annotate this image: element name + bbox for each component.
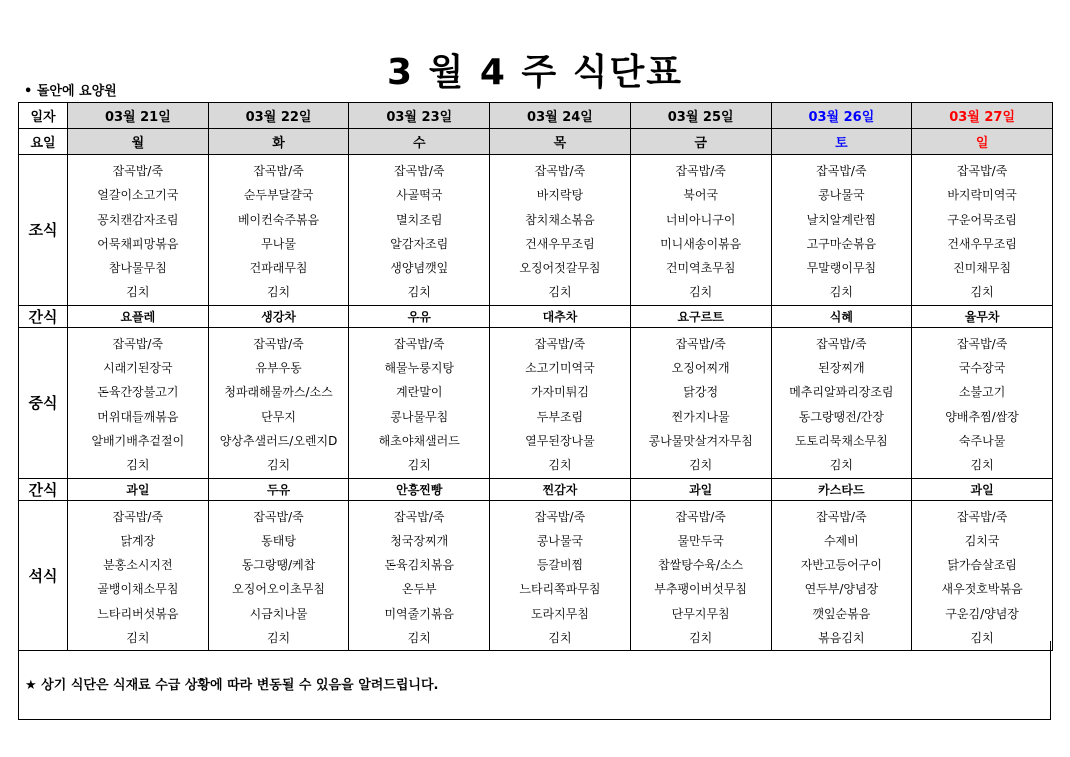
breakfast-cell (208, 155, 349, 306)
menu-item: 유부우동 (255, 361, 302, 376)
lunch-cell (490, 327, 631, 478)
menu-item: 잡곡밥/죽 (675, 509, 726, 524)
menu-item: 사골떡국 (396, 188, 443, 203)
header-row-date (19, 103, 1053, 129)
menu-item: 김치 (266, 631, 291, 646)
row-label-snack: 간식 (19, 305, 68, 327)
menu-item: 양배추찜/쌈장 (945, 409, 1019, 424)
lunch-cell (771, 327, 912, 478)
menu-item: 김치 (970, 458, 994, 473)
breakfast-cell (912, 155, 1053, 306)
snack-cell: 과일 (912, 478, 1053, 500)
dinner-cell (771, 500, 912, 651)
menu-item: 잡곡밥/죽 (534, 164, 586, 178)
menu-item: 건미역초무침 (665, 261, 736, 276)
menu-item: 참나물무침 (108, 261, 167, 276)
row-label-snack: 간식 (19, 478, 68, 500)
menu-item: 닭강정 (683, 385, 719, 400)
breakfast-cell (68, 155, 209, 306)
date-cell: 03월 22일 (208, 103, 349, 129)
date-cell: 03월 25일 (630, 103, 771, 129)
breakfast-cell (630, 155, 771, 306)
menu-item: 골뱅이채소무침 (97, 582, 179, 597)
menu-item: 베이컨숙주볶음 (237, 212, 320, 227)
menu-item: 김치 (689, 458, 713, 473)
dinner-cell (630, 500, 771, 651)
menu-item: 얼갈이소고기국 (97, 188, 179, 203)
menu-item: 온두부 (401, 582, 437, 597)
menu-item: 잡곡밥/죽 (956, 164, 1008, 178)
menu-item: 잡곡밥/죽 (675, 336, 726, 351)
menu-item: 계란말이 (396, 385, 443, 400)
snack-cell: 요플레 (68, 305, 209, 327)
menu-item: 북어국 (683, 188, 719, 203)
lunch-cell (208, 327, 349, 478)
menu-item: 등갈비찜 (536, 558, 584, 573)
day-cell: 금 (630, 129, 771, 155)
menu-item: 잡곡밥/죽 (253, 336, 304, 351)
menu-item: 김치 (548, 631, 572, 646)
menu-item: 잡곡밥/죽 (253, 509, 304, 524)
menu-item: 알감자조림 (390, 236, 449, 251)
menu-item: 김치 (829, 285, 853, 300)
meal-plan-table (18, 102, 1053, 651)
menu-item: 도라지무침 (530, 606, 589, 621)
menu-item: 시금치나물 (249, 606, 308, 621)
menu-item: 자반고등어구이 (800, 558, 882, 573)
menu-item: 잡곡밥/죽 (112, 336, 164, 351)
menu-item: 잡곡밥/죽 (394, 164, 445, 178)
menu-item: 고구마순볶음 (806, 236, 877, 251)
menu-item: 구운어묵조림 (947, 212, 1017, 227)
menu-item: 부추팽이버섯무침 (654, 582, 748, 597)
date-cell: 03월 23일 (349, 103, 490, 129)
menu-item: 돈육김치볶음 (384, 558, 455, 573)
menu-item: 볶음김치 (818, 631, 865, 646)
snack-cell: 과일 (630, 478, 771, 500)
menu-item: 무나물 (261, 236, 296, 251)
menu-item: 김치 (266, 285, 291, 300)
date-cell: 03월 24일 (490, 103, 631, 129)
menu-item: 오징어젓갈무침 (519, 261, 601, 276)
row-label-breakfast: 조식 (19, 155, 68, 306)
menu-item: 무말랭이무침 (806, 261, 877, 276)
menu-item: 열무된장나물 (525, 433, 595, 448)
menu-item: 잡곡밥/죽 (394, 509, 445, 524)
menu-item: 숙주나물 (958, 433, 1006, 448)
snack-cell: 과일 (68, 478, 209, 500)
dinner-cell (912, 500, 1053, 651)
menu-item: 잡곡밥/죽 (816, 336, 867, 351)
menu-item: 진미채무침 (953, 261, 1012, 276)
menu-item: 순두부달걀국 (243, 188, 314, 203)
menu-item: 김치 (689, 631, 713, 646)
menu-item: 김치 (970, 285, 994, 300)
menu-item: 꽁치캔감자조림 (97, 212, 179, 227)
breakfast-cell (349, 155, 490, 306)
menu-item: 오징어오이초무침 (232, 582, 325, 597)
menu-item: 생양념깻잎 (390, 261, 449, 276)
menu-item: 콩나물무침 (390, 409, 449, 424)
menu-item: 청파래해물까스/소스 (224, 385, 333, 400)
page-title: 3 월 4 주 식단표 (386, 52, 684, 93)
menu-item: 잡곡밥/죽 (956, 509, 1008, 524)
notice-box (18, 641, 1051, 720)
menu-item: 김치 (126, 285, 150, 300)
day-cell: 토 (771, 129, 912, 155)
header-row-day (19, 129, 1053, 155)
menu-item: 김치 (829, 458, 853, 473)
lunch-cell (349, 327, 490, 478)
menu-item: 김치 (407, 631, 431, 646)
menu-item: 동그랑땡/케찹 (241, 558, 316, 573)
menu-item: 건파래무침 (249, 261, 308, 276)
row-label-date: 일자 (19, 103, 68, 129)
menu-item: 청국장찌개 (390, 533, 449, 548)
menu-item: 콩나물맛살겨자무침 (648, 433, 753, 448)
menu-item: 소고기미역국 (525, 361, 595, 376)
menu-item: 돈육간장불고기 (97, 385, 179, 400)
menu-item: 바지락미역국 (947, 188, 1017, 203)
menu-item: 잡곡밥/죽 (394, 336, 445, 351)
snack-cell: 찐감자 (490, 478, 631, 500)
facility-name: • 돌안에 요양원 (24, 84, 117, 99)
snack-cell: 카스타드 (771, 478, 912, 500)
menu-item: 수제비 (823, 533, 859, 548)
breakfast-cell (771, 155, 912, 306)
lunch-cell (630, 327, 771, 478)
menu-item: 닭계장 (120, 533, 156, 548)
menu-item: 닭가슴살조림 (947, 558, 1017, 573)
menu-item: 김치 (548, 285, 572, 300)
menu-item: 멸치조림 (396, 212, 443, 227)
menu-item: 느타리버섯볶음 (97, 606, 179, 621)
menu-item: 김치 (407, 285, 431, 300)
menu-item: 콩나물국 (536, 533, 584, 548)
menu-item: 해초야채샐러드 (378, 433, 460, 448)
day-cell: 목 (490, 129, 631, 155)
menu-item: 깻잎순볶음 (812, 606, 871, 621)
snack-cell: 우유 (349, 305, 490, 327)
date-cell: 03월 21일 (68, 103, 209, 129)
menu-item: 김치국 (964, 533, 1000, 548)
snack-cell: 두유 (208, 478, 349, 500)
menu-item: 해물누룽지탕 (384, 361, 455, 376)
menu-item: 머위대들깨볶음 (97, 409, 179, 424)
menu-item: 국수장국 (958, 361, 1006, 376)
menu-item: 분홍소시지전 (103, 558, 173, 573)
menu-item: 김치 (548, 458, 572, 473)
menu-item: 가자미튀김 (530, 385, 589, 400)
menu-item: 동태탕 (261, 533, 296, 548)
menu-item: 연두부/양념장 (804, 582, 879, 597)
menu-item: 새우젓호박볶음 (941, 582, 1023, 597)
menu-item: 잡곡밥/죽 (816, 509, 867, 524)
lunch-cell (68, 327, 209, 478)
menu-item: 어묵채피망볶음 (97, 236, 179, 251)
snack-cell: 율무차 (912, 305, 1053, 327)
menu-item: 잡곡밥/죽 (112, 509, 164, 524)
snack-row (19, 478, 1053, 500)
menu-item: 구운김/양념장 (945, 606, 1019, 621)
day-cell: 월 (68, 129, 209, 155)
day-cell: 화 (208, 129, 349, 155)
snack-row (19, 305, 1053, 327)
menu-item: 콩나물국 (818, 188, 865, 203)
menu-item: 미니새송이볶음 (660, 236, 742, 251)
snack-cell: 식혜 (771, 305, 912, 327)
notice-text: ★ 상기 식단은 식재료 수급 상황에 따라 변동될 수 있음을 알려드립니다. (25, 678, 439, 693)
date-cell: 03월 27일 (912, 103, 1053, 129)
menu-item: 오징어찌개 (671, 361, 730, 376)
menu-item: 단무지무침 (671, 606, 730, 621)
menu-item: 미역줄기볶음 (384, 606, 455, 621)
menu-item: 느타리쪽파무침 (519, 582, 601, 597)
menu-item: 찐가지나물 (671, 409, 730, 424)
lunch-cell (912, 327, 1053, 478)
menu-item: 김치 (689, 285, 713, 300)
breakfast-cell (490, 155, 631, 306)
meal-row-lunch (19, 327, 1053, 478)
menu-item: 물만두국 (677, 533, 724, 548)
menu-item: 동그랑땡전/간장 (798, 409, 884, 424)
menu-item: 김치 (126, 631, 150, 646)
dinner-cell (349, 500, 490, 651)
menu-item: 김치 (407, 458, 431, 473)
menu-item: 너비아니구이 (665, 212, 736, 227)
menu-item: 건새우무조림 (525, 236, 595, 251)
menu-item: 두부조림 (536, 409, 584, 424)
menu-item: 잡곡밥/죽 (675, 164, 726, 178)
menu-item: 찹쌀탕수육/소스 (658, 558, 744, 573)
row-label-dinner: 석식 (19, 500, 68, 651)
meal-row-dinner (19, 500, 1053, 651)
menu-item: 도토리묵채소무침 (794, 433, 888, 448)
dinner-cell (208, 500, 349, 651)
snack-cell: 안흥찐빵 (349, 478, 490, 500)
menu-item: 참치채소볶음 (525, 212, 595, 227)
menu-item: 단무지 (261, 409, 296, 424)
menu-item: 양상추샐러드/오렌지D (219, 433, 338, 448)
menu-item: 날치알계란찜 (806, 212, 877, 227)
row-label-day: 요일 (19, 129, 68, 155)
menu-item: 잡곡밥/죽 (112, 164, 164, 178)
snack-cell: 생강차 (208, 305, 349, 327)
day-cell: 수 (349, 129, 490, 155)
menu-item: 바지락탕 (536, 188, 584, 203)
dinner-cell (68, 500, 209, 651)
menu-item: 김치 (970, 631, 994, 646)
meal-row-breakfast (19, 155, 1053, 306)
day-cell: 일 (912, 129, 1053, 155)
menu-item: 잡곡밥/죽 (253, 164, 304, 178)
menu-item: 메추리알꽈리장조림 (789, 385, 894, 400)
snack-cell: 대추차 (490, 305, 631, 327)
menu-item: 잡곡밥/죽 (956, 336, 1008, 351)
menu-item: 잡곡밥/죽 (534, 336, 586, 351)
menu-item: 된장찌개 (818, 361, 865, 376)
menu-item: 알배기배추겉절이 (91, 433, 185, 448)
menu-item: 잡곡밥/죽 (534, 509, 586, 524)
menu-item: 잡곡밥/죽 (816, 164, 867, 178)
date-cell: 03월 26일 (771, 103, 912, 129)
menu-item: 시래기된장국 (103, 361, 173, 376)
menu-item: 김치 (266, 458, 291, 473)
menu-item: 건새우무조림 (947, 236, 1017, 251)
menu-item: 김치 (126, 458, 150, 473)
dinner-cell (490, 500, 631, 651)
menu-item: 소불고기 (958, 385, 1006, 400)
row-label-lunch: 중식 (19, 327, 68, 478)
snack-cell: 요구르트 (630, 305, 771, 327)
